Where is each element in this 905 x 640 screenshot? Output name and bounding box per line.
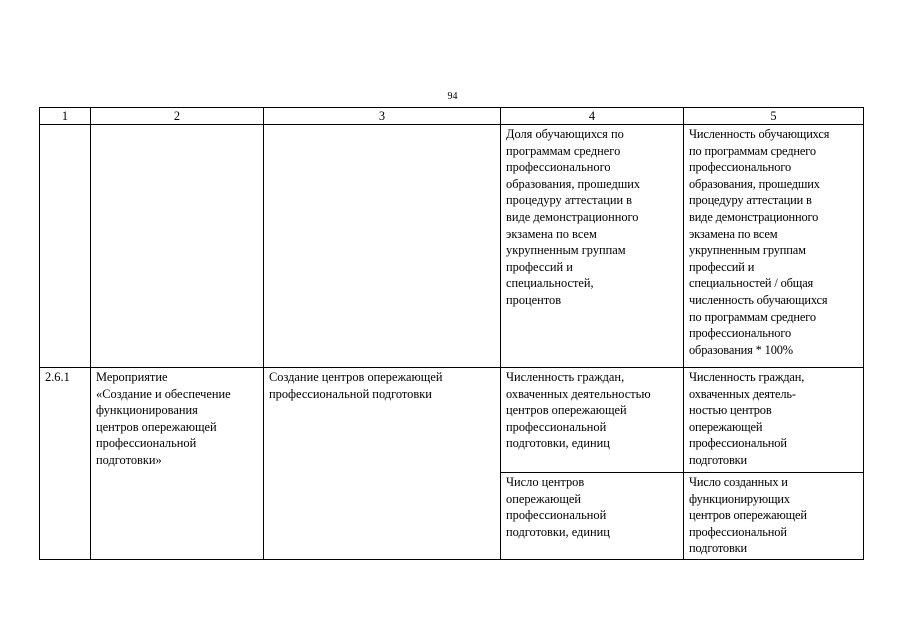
page-number: 94 <box>447 91 458 102</box>
calculation-method-cell: Численность обучающихся по программам среднего профессионального образования, прошедших процедуру аттестации в виде демонстрационного экзамена по всем укрупненным группам профессий и специальностей / общая численность обучающихся по программам среднего профессионального образования * 100% <box>684 125 864 368</box>
measure-name-cell: Мероприятие «Создание и обеспечение функционирования центров опережающей профессиональной подготовки» <box>91 368 264 560</box>
table-row-2-6-1 <box>40 368 864 473</box>
empty-cell <box>40 125 91 368</box>
table-header-row <box>40 108 864 125</box>
table-row-continuation <box>40 125 864 368</box>
header-cell-3: 3 <box>264 108 501 125</box>
header-cell-1: 1 <box>40 108 91 125</box>
empty-cell <box>91 125 264 368</box>
row-number-cell: 2.6.1 <box>40 368 91 560</box>
calculation-method-cell: Число созданных и функционирующих центров опережающей профессиональной подготовки <box>684 473 864 560</box>
calculation-method-cell: Численность граждан, охваченных деятель- ностью центров опережающей профессиональной подготовки <box>684 368 864 473</box>
header-cell-5: 5 <box>684 108 864 125</box>
indicators-table <box>39 107 864 560</box>
indicator-cell: Число центров опережающей профессиональной подготовки, единиц <box>501 473 684 560</box>
header-cell-2: 2 <box>91 108 264 125</box>
expected-result-cell: Создание центров опережающей профессиональной подготовки <box>264 368 501 560</box>
indicator-cell: Численность граждан, охваченных деятельностью центров опережающей профессиональной подготовки, единиц <box>501 368 684 473</box>
indicator-cell: Доля обучающихся по программам среднего профессионального образования, прошедших процедуру аттестации в виде демонстрационного экзамена по всем укрупненным группам профессий и специальностей, процентов <box>501 125 684 368</box>
header-cell-4: 4 <box>501 108 684 125</box>
empty-cell <box>264 125 501 368</box>
